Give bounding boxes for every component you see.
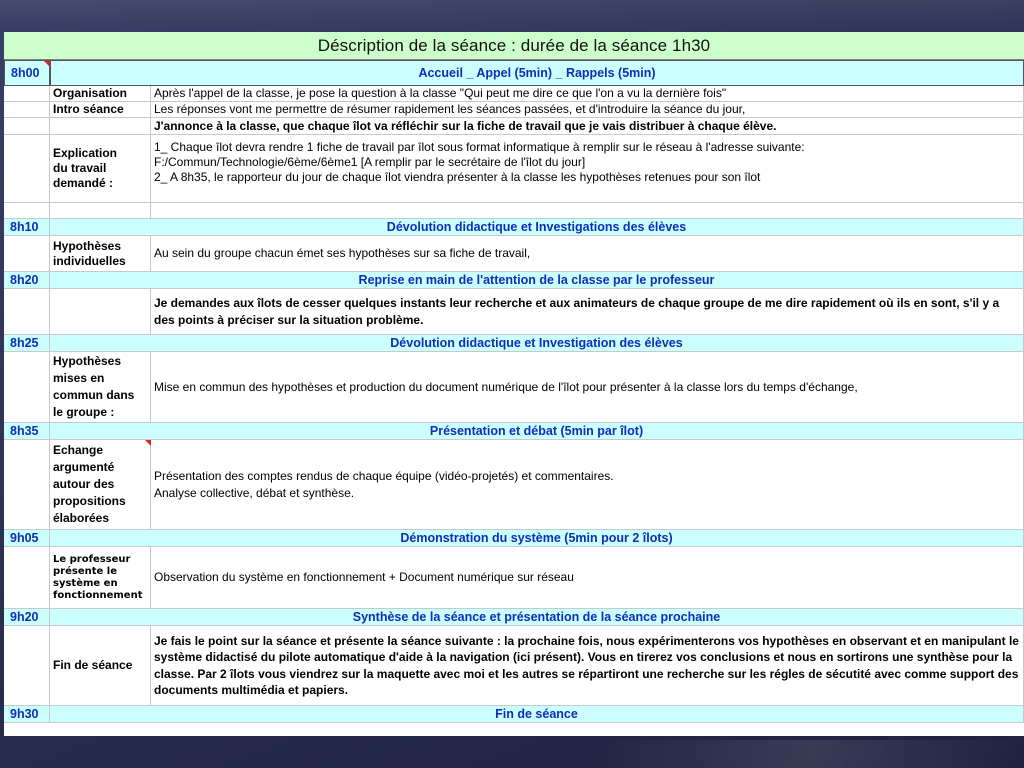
spreadsheet-slide	[4, 32, 1024, 736]
phase-header: Démonstration du système (5min pour 2 îlots)	[50, 530, 1024, 547]
time-cell: 9h20	[4, 609, 50, 626]
phase-header: Dévolution didactique et Investigations des élèves	[50, 219, 1024, 236]
empty-time-cell	[4, 626, 50, 706]
time-cell: 9h30	[4, 706, 50, 723]
row-text: Présentation des comptes rendus de chaque équipe (vidéo-projetés) et commentaires. Analyse collective, débat et synthèse.	[151, 440, 1024, 530]
empty-time-cell	[4, 236, 50, 272]
phase-header: Accueil _ Appel (5min) _ Rappels (5min)	[50, 60, 1024, 86]
empty-time-cell	[4, 352, 50, 423]
row-text: Je fais le point sur la séance et présente la séance suivante : la prochaine fois, nous expérimenterons vos hypothèses en observant et en manipulant le système didactisé du pilote automatique d'aide à la navigation (ici présent). Vous en tirerez vos conclusions et nous en sortirons une synthèse pour la classe. Par 2 îlots vous viendrez sur la maquette avec moi et les autres se répartiront une recherche sur les régles de sécutité avec comme support des documents multimédia et papiers.	[151, 626, 1024, 706]
background-sheen	[0, 0, 1024, 30]
row-text: Les réponses vont me permettre de résumer rapidement les séances passées, et d'introduire la séance du jour,	[151, 102, 1024, 118]
time-cell: 9h05	[4, 530, 50, 547]
session-table	[4, 60, 1024, 723]
row-text: Au sein du groupe chacun émet ses hypothèses sur sa fiche de travail,	[151, 236, 1024, 272]
empty-time-cell	[4, 289, 50, 335]
row-text: 1_ Chaque îlot devra rendre 1 fiche de travail par îlot sous format informatique à remplir sur le réseau à l'adresse suivante: F:/Commun/Technologie/6ème/6ème1 [A remplir par le secrétaire de l'îlot du jour] 2_ A 8h35, le rapporteur du jour de chaque îlot viendra présenter à la classe les hypothèses retenues pour son îlot	[151, 135, 1024, 203]
time-cell: 8h35	[4, 423, 50, 440]
empty-time-cell	[4, 135, 50, 203]
empty-time-cell	[4, 440, 50, 530]
row-label: Fin de séance	[50, 626, 151, 706]
time-cell: 8h20	[4, 272, 50, 289]
row-text: Observation du système en fonctionnement + Document numérique sur réseau	[151, 547, 1024, 609]
row-label: Hypothèses mises en commun dans le groupe :	[50, 352, 151, 423]
time-cell: 8h25	[4, 335, 50, 352]
row-label: Intro séance	[50, 102, 151, 118]
time-cell: 8h00	[4, 60, 50, 86]
phase-header: Présentation et débat (5min par îlot)	[50, 423, 1024, 440]
time-cell: 8h10	[4, 219, 50, 236]
row-label: Hypothèses individuelles	[50, 236, 151, 272]
row-label: Explication du travail demandé :	[50, 135, 151, 203]
empty-time-cell	[4, 118, 50, 135]
row-text: Je demandes aux îlots de cesser quelques instants leur recherche et aux animateurs de chaque groupe de me dire rapidement où ils en sont, s'il y a des points à préciser sur la situation problème.	[151, 289, 1024, 335]
empty-time-cell	[4, 86, 50, 102]
row-label: Organisation	[50, 86, 151, 102]
empty-time-cell	[4, 102, 50, 118]
phase-header: Dévolution didactique et Investigation des élèves	[50, 335, 1024, 352]
empty-cell	[4, 203, 50, 219]
phase-header: Fin de séance	[50, 706, 1024, 723]
row-text: Après l'appel de la classe, je pose la question à la classe "Qui peut me dire ce que l'on a vu la dernière fois"	[151, 86, 1024, 102]
empty-label-cell	[50, 289, 151, 335]
table-title: Déscription de la séance : durée de la séance 1h30	[4, 32, 1024, 60]
phase-header: Synthèse de la séance et présentation de la séance prochaine	[50, 609, 1024, 626]
row-label: Echange argumenté autour des propositions élaborées	[50, 440, 151, 530]
row-text: Mise en commun des hypothèses et production du document numérique de l'îlot pour présenter à la classe lors du temps d'échange,	[151, 352, 1024, 423]
empty-cell	[151, 203, 1024, 219]
background-swoosh	[600, 740, 1020, 768]
empty-label-cell	[50, 118, 151, 135]
phase-header: Reprise en main de l'attention de la classe par le professeur	[50, 272, 1024, 289]
row-label: Le professeur présente le système en fonctionnement	[50, 547, 151, 609]
empty-time-cell	[4, 547, 50, 609]
empty-cell	[50, 203, 151, 219]
row-text: J'annonce à la classe, que chaque îlot va réfléchir sur la fiche de travail que je vais distribuer à chaque élève.	[151, 118, 1024, 135]
